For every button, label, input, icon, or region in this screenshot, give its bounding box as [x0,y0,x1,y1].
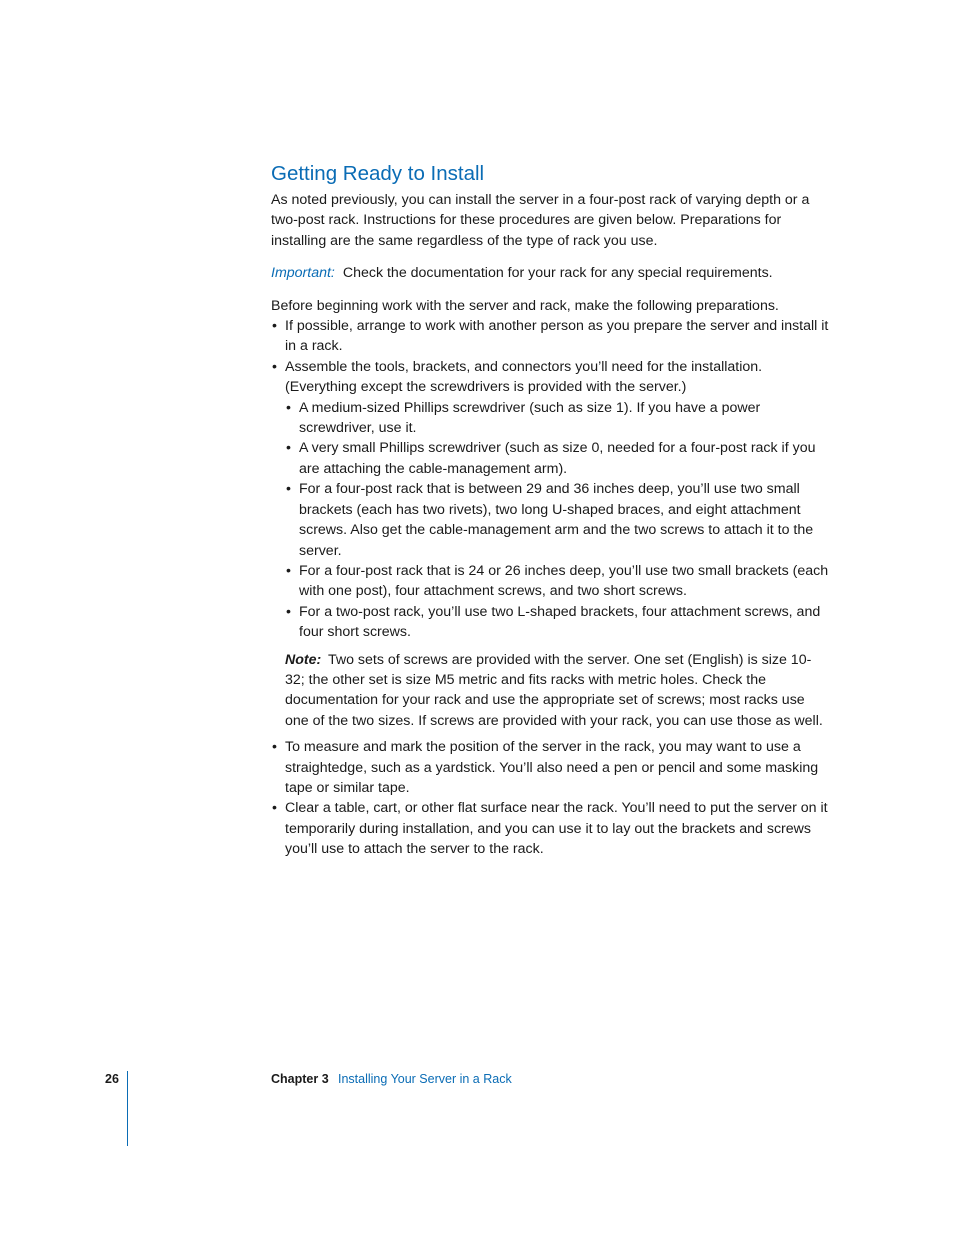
important-callout [271,263,831,283]
page-content [271,160,831,860]
preparation-list [271,316,831,860]
important-text: Check the documentation for your rack for any special requirements. [342,265,773,282]
list-item: • Assemble the tools, brackets, and connectors you’ll need for the installation. (Everything except the screwdrivers is provided with the server.) • A medium-sized Phillips screwdriver (such as size 1). If you have a power screwdriver, use it. • A very small Phillips screwdriver (such as size 0, needed for a four-post rack if you are attaching the cable-management arm). • For a four-post rack that is between 29 and 36 inches deep, you’ll use two small brackets (each has two rivets), two long U-shaped braces, and eight attachment screws. Also get the cable-management arm and the two screws to attach it to the server. • For a four-post rack that is 24 or 26 inches deep, you’ll use two small brackets (each with one post), four attachment screws, and two short screws. • For a two-post rack, you’ll use two L-shaped brackets, four attachment screws, and four short screws. Note: Two sets of screws are provided with the server. One set (English) is size 10-32; the other set is size M5 metric and fits racks with metric holes. Check the documentation for your rack and use the appropriate set of screws; most racks use one of the two sizes. If screws are provided with your rack, you can use those as well. [271,357,831,731]
footer-divider [127,1071,128,1146]
chapter-title: Installing Your Server in a Rack [338,1072,512,1086]
list-item: • A medium-sized Phillips screwdriver (such as size 1). If you have a power screwdriver, use it. [285,398,831,439]
list-item: • For a four-post rack that is 24 or 26 inches deep, you’ll use two small brackets (each with one post), four attachment screws, and two short screws. [285,561,831,602]
intro-paragraph: As noted previously, you can install the server in a four-post rack of varying depth or a two-post rack. Instructions for these procedures are given below. Preparations for installing are the same regardless of the type of rack you use. [271,192,810,249]
page-number: 26 [105,1072,119,1086]
chapter-label: Chapter 3 [271,1072,329,1086]
tools-sublist [285,398,831,643]
list-item: • If possible, arrange to work with another person as you prepare the server and install it in a rack. [271,316,831,357]
list-item: • For a two-post rack, you’ll use two L-shaped brackets, four attachment screws, and four short screws. [285,602,831,643]
preparations-intro: Before beginning work with the server and rack, make the following preparations. [271,297,779,314]
list-item: • A very small Phillips screwdriver (such as size 0, needed for a four-post rack if you are attaching the cable-management arm). [285,438,831,479]
important-label: Important: [271,265,335,282]
section-title: Getting Ready to Install [271,162,485,185]
note-label: Note: [285,651,322,668]
list-item: • Clear a table, cart, or other flat surface near the rack. You’ll need to put the server on it temporarily during installation, and you can use it to lay out the brackets and screws you’ll use to attach the server to the rack. [271,798,831,859]
note-text: Two sets of screws are provided with the server. One set (English) is size 10-32; the other set is size M5 metric and fits racks with metric holes. Check the documentation for your rack and use the appropriate set of screws; most racks use one of the two sizes. If screws are provided with your rack, you can use those as well. [285,651,823,729]
list-item: • To measure and mark the position of the server in the rack, you may want to use a straightedge, such as a yardstick. You’ll also need a pen or pencil and some masking tape or similar tape. [271,737,831,798]
list-item: • For a four-post rack that is between 29 and 36 inches deep, you’ll use two small brackets (each has two rivets), two long U-shaped braces, and eight attachment screws. Also get the cable-management arm and the two screws to attach it to the server. [285,479,831,561]
note-callout [285,650,831,732]
